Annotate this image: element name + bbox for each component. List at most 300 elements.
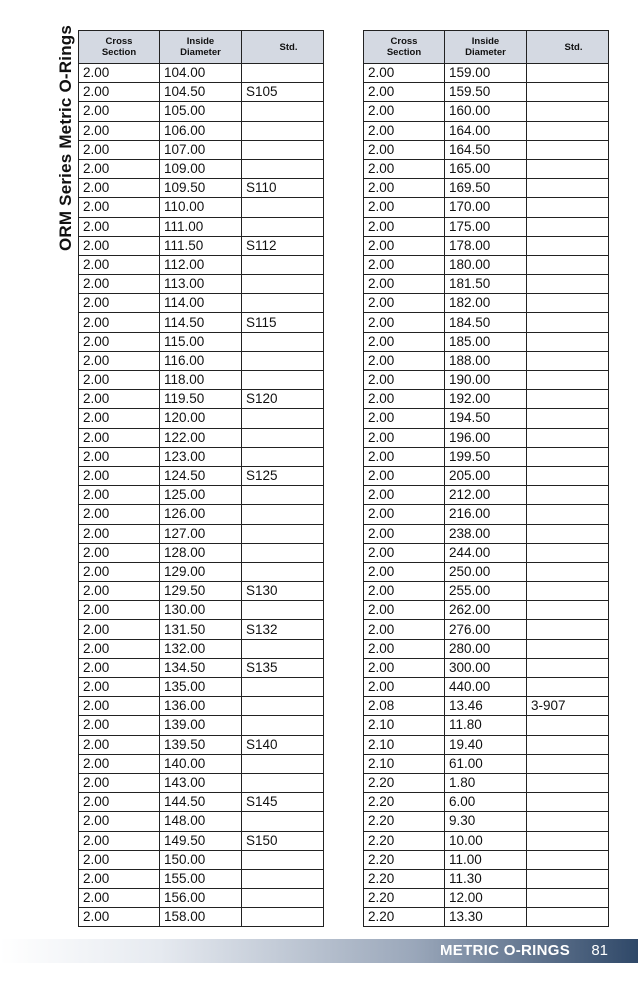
- cross-section-cell: 2.00: [79, 773, 160, 792]
- inside-diameter-cell: 192.00: [445, 390, 527, 409]
- inside-diameter-cell: 113.00: [160, 275, 242, 294]
- cross-section-cell: 2.00: [79, 217, 160, 236]
- table-row: [364, 236, 609, 255]
- std-cell: [527, 831, 609, 850]
- header-inside-diameter: [445, 31, 527, 64]
- std-cell: S140: [242, 735, 324, 754]
- cross-section-cell: 2.00: [79, 620, 160, 639]
- cross-section-cell: 2.00: [79, 294, 160, 313]
- cross-section-cell: 2.00: [79, 83, 160, 102]
- footer-band: [0, 939, 638, 963]
- cross-section-cell: 2.00: [79, 562, 160, 581]
- header-cross-line2: Section: [101, 47, 137, 58]
- cross-section-cell: 2.00: [364, 562, 445, 581]
- table-row: [364, 697, 609, 716]
- cross-section-cell: 2.00: [364, 332, 445, 351]
- inside-diameter-cell: 244.00: [445, 543, 527, 562]
- std-cell: S132: [242, 620, 324, 639]
- table-row: [364, 294, 609, 313]
- std-cell: [242, 754, 324, 773]
- inside-diameter-cell: 10.00: [445, 831, 527, 850]
- std-cell: [242, 140, 324, 159]
- inside-diameter-cell: 110.00: [160, 198, 242, 217]
- std-cell: [527, 390, 609, 409]
- table-row: [364, 562, 609, 581]
- inside-diameter-cell: 182.00: [445, 294, 527, 313]
- table-row: [364, 428, 609, 447]
- cross-section-cell: 2.00: [79, 850, 160, 869]
- cross-section-cell: 2.00: [79, 735, 160, 754]
- cross-section-cell: 2.00: [79, 754, 160, 773]
- cross-section-cell: 2.00: [364, 179, 445, 198]
- table-row: [364, 889, 609, 908]
- inside-diameter-cell: 6.00: [445, 793, 527, 812]
- inside-diameter-cell: 170.00: [445, 198, 527, 217]
- cross-section-cell: 2.00: [364, 582, 445, 601]
- cross-section-cell: 2.00: [79, 313, 160, 332]
- table-row: [79, 198, 324, 217]
- cross-section-cell: 2.00: [79, 601, 160, 620]
- std-cell: S110: [242, 179, 324, 198]
- inside-diameter-cell: 175.00: [445, 217, 527, 236]
- table-row: [79, 275, 324, 294]
- table-row: [364, 543, 609, 562]
- table-row: [79, 754, 324, 773]
- table-row: [79, 294, 324, 313]
- table-row: [79, 102, 324, 121]
- std-cell: [242, 121, 324, 140]
- std-cell: [242, 773, 324, 792]
- std-cell: [242, 601, 324, 620]
- inside-diameter-cell: 194.50: [445, 409, 527, 428]
- table-row: [79, 869, 324, 888]
- cross-section-cell: 2.00: [79, 869, 160, 888]
- inside-diameter-cell: 156.00: [160, 889, 242, 908]
- table-row: [79, 658, 324, 677]
- table-row: [364, 831, 609, 850]
- inside-diameter-cell: 164.00: [445, 121, 527, 140]
- std-cell: [242, 908, 324, 927]
- std-cell: [527, 869, 609, 888]
- table-row: [364, 678, 609, 697]
- table-row: [79, 543, 324, 562]
- cross-section-cell: 2.00: [79, 198, 160, 217]
- inside-diameter-cell: 111.00: [160, 217, 242, 236]
- std-cell: [527, 658, 609, 677]
- cross-section-cell: 2.00: [79, 716, 160, 735]
- table-row: [79, 793, 324, 812]
- table-row: [364, 754, 609, 773]
- table-row: [364, 620, 609, 639]
- cross-section-cell: 2.00: [79, 889, 160, 908]
- std-cell: S150: [242, 831, 324, 850]
- cross-section-cell: 2.00: [364, 275, 445, 294]
- table-row: [364, 850, 609, 869]
- cross-section-cell: 2.00: [364, 217, 445, 236]
- inside-diameter-cell: 118.00: [160, 371, 242, 390]
- table-row: [79, 466, 324, 485]
- std-cell: [527, 351, 609, 370]
- std-cell: [242, 697, 324, 716]
- cross-section-cell: 2.00: [364, 140, 445, 159]
- inside-diameter-cell: 107.00: [160, 140, 242, 159]
- cross-section-cell: 2.20: [364, 850, 445, 869]
- table-row: [364, 140, 609, 159]
- inside-diameter-cell: 124.50: [160, 466, 242, 485]
- header-std: Std.: [242, 31, 324, 64]
- table-row: [364, 275, 609, 294]
- table-row: [364, 447, 609, 466]
- inside-diameter-cell: 106.00: [160, 121, 242, 140]
- table-row: [79, 831, 324, 850]
- table-row: [79, 850, 324, 869]
- table-row: [79, 601, 324, 620]
- cross-section-cell: 2.00: [79, 371, 160, 390]
- inside-diameter-cell: 185.00: [445, 332, 527, 351]
- std-cell: [527, 543, 609, 562]
- std-cell: S135: [242, 658, 324, 677]
- std-cell: [242, 812, 324, 831]
- table-row: [364, 121, 609, 140]
- header-std: Std.: [527, 31, 609, 64]
- inside-diameter-cell: 212.00: [445, 486, 527, 505]
- std-cell: S145: [242, 793, 324, 812]
- o-ring-table-right: [363, 30, 609, 927]
- cross-section-cell: 2.00: [364, 678, 445, 697]
- std-cell: S112: [242, 236, 324, 255]
- inside-diameter-cell: 159.00: [445, 64, 527, 83]
- inside-diameter-cell: 216.00: [445, 505, 527, 524]
- table-row: [79, 332, 324, 351]
- inside-diameter-cell: 129.50: [160, 582, 242, 601]
- table-row: [79, 140, 324, 159]
- std-cell: [527, 678, 609, 697]
- cross-section-cell: 2.00: [79, 639, 160, 658]
- cross-section-cell: 2.20: [364, 869, 445, 888]
- cross-section-cell: 2.00: [79, 486, 160, 505]
- std-cell: [527, 371, 609, 390]
- header-inside-diameter: [160, 31, 242, 64]
- header-cross-line1: Cross: [390, 36, 418, 47]
- cross-section-cell: 2.00: [364, 351, 445, 370]
- cross-section-cell: 2.00: [364, 620, 445, 639]
- table-row: [364, 524, 609, 543]
- inside-diameter-cell: 144.50: [160, 793, 242, 812]
- table-row: [364, 102, 609, 121]
- side-title: ORM Series Metric O-Rings: [56, 24, 75, 252]
- std-cell: [242, 889, 324, 908]
- std-cell: [242, 428, 324, 447]
- table-row: [79, 351, 324, 370]
- std-cell: [527, 639, 609, 658]
- table-row: [364, 409, 609, 428]
- cross-section-cell: 2.00: [364, 524, 445, 543]
- table-row: [79, 121, 324, 140]
- cross-section-cell: 2.00: [364, 658, 445, 677]
- table-row: [364, 601, 609, 620]
- std-cell: [527, 812, 609, 831]
- page-number: 81: [591, 942, 608, 959]
- cross-section-cell: 2.00: [364, 601, 445, 620]
- inside-diameter-cell: 109.50: [160, 179, 242, 198]
- table-row: [364, 390, 609, 409]
- inside-diameter-cell: 122.00: [160, 428, 242, 447]
- std-cell: [527, 754, 609, 773]
- cross-section-cell: 2.00: [364, 466, 445, 485]
- inside-diameter-cell: 12.00: [445, 889, 527, 908]
- std-cell: [527, 255, 609, 274]
- cross-section-cell: 2.00: [79, 466, 160, 485]
- inside-diameter-cell: 119.50: [160, 390, 242, 409]
- cross-section-cell: 2.00: [79, 255, 160, 274]
- inside-diameter-cell: 131.50: [160, 620, 242, 639]
- cross-section-cell: 2.00: [79, 121, 160, 140]
- cross-section-cell: 2.00: [79, 447, 160, 466]
- cross-section-cell: 2.00: [364, 428, 445, 447]
- table-row: [79, 159, 324, 178]
- inside-diameter-cell: 104.00: [160, 64, 242, 83]
- inside-diameter-cell: 262.00: [445, 601, 527, 620]
- std-cell: S115: [242, 313, 324, 332]
- cross-section-cell: 2.00: [364, 486, 445, 505]
- table-row: [364, 735, 609, 754]
- cross-section-cell: 2.00: [79, 275, 160, 294]
- cross-section-cell: 2.00: [364, 121, 445, 140]
- cross-section-cell: 2.10: [364, 716, 445, 735]
- table-row: [364, 198, 609, 217]
- cross-section-cell: 2.00: [79, 390, 160, 409]
- std-cell: [527, 793, 609, 812]
- table-header-row: [364, 31, 609, 64]
- table-row: [79, 678, 324, 697]
- table-row: [79, 179, 324, 198]
- cross-section-cell: 2.00: [364, 236, 445, 255]
- std-cell: [242, 543, 324, 562]
- cross-section-cell: 2.00: [79, 332, 160, 351]
- std-cell: [527, 332, 609, 351]
- table-row: [364, 179, 609, 198]
- cross-section-cell: 2.00: [79, 812, 160, 831]
- inside-diameter-cell: 134.50: [160, 658, 242, 677]
- table-row: [79, 447, 324, 466]
- cross-section-cell: 2.20: [364, 812, 445, 831]
- table-row: [79, 697, 324, 716]
- table-row: [364, 582, 609, 601]
- table-row: [79, 236, 324, 255]
- std-cell: [527, 236, 609, 255]
- inside-diameter-cell: 300.00: [445, 658, 527, 677]
- cross-section-cell: 2.00: [79, 658, 160, 677]
- cross-section-cell: 2.20: [364, 908, 445, 927]
- table-row: [79, 217, 324, 236]
- std-cell: [527, 466, 609, 485]
- table-row: [364, 505, 609, 524]
- inside-diameter-cell: 116.00: [160, 351, 242, 370]
- cross-section-cell: 2.00: [79, 582, 160, 601]
- inside-diameter-cell: 178.00: [445, 236, 527, 255]
- std-cell: [242, 869, 324, 888]
- cross-section-cell: 2.00: [79, 908, 160, 927]
- inside-diameter-cell: 160.00: [445, 102, 527, 121]
- std-cell: [527, 716, 609, 735]
- cross-section-cell: 2.00: [364, 371, 445, 390]
- table-row: [79, 64, 324, 83]
- table-row: [79, 812, 324, 831]
- inside-diameter-cell: 109.00: [160, 159, 242, 178]
- inside-diameter-cell: 114.00: [160, 294, 242, 313]
- table-row: [364, 639, 609, 658]
- table-row: [79, 735, 324, 754]
- table-row: [364, 773, 609, 792]
- std-cell: [242, 255, 324, 274]
- std-cell: [242, 678, 324, 697]
- std-cell: [242, 294, 324, 313]
- cross-section-cell: 2.00: [364, 102, 445, 121]
- table-row: [364, 869, 609, 888]
- std-cell: [527, 409, 609, 428]
- inside-diameter-cell: 132.00: [160, 639, 242, 658]
- table-row: [364, 716, 609, 735]
- std-cell: [527, 850, 609, 869]
- table-header-row: [79, 31, 324, 64]
- inside-diameter-cell: 1.80: [445, 773, 527, 792]
- std-cell: [527, 102, 609, 121]
- table-row: [364, 159, 609, 178]
- inside-diameter-cell: 150.00: [160, 850, 242, 869]
- table-row: [364, 83, 609, 102]
- cross-section-cell: 2.00: [364, 159, 445, 178]
- o-ring-table-left: [78, 30, 324, 927]
- inside-diameter-cell: 190.00: [445, 371, 527, 390]
- inside-diameter-cell: 276.00: [445, 620, 527, 639]
- std-cell: S120: [242, 390, 324, 409]
- inside-diameter-cell: 155.00: [160, 869, 242, 888]
- cross-section-cell: 2.00: [364, 83, 445, 102]
- inside-diameter-cell: 139.50: [160, 735, 242, 754]
- cross-section-cell: 2.20: [364, 793, 445, 812]
- footer-section-label: METRIC O-RINGS: [439, 942, 570, 959]
- std-cell: [527, 140, 609, 159]
- cross-section-cell: 2.00: [79, 179, 160, 198]
- cross-section-cell: 2.00: [79, 102, 160, 121]
- std-cell: [527, 121, 609, 140]
- std-cell: [527, 83, 609, 102]
- table-row: [79, 716, 324, 735]
- cross-section-cell: 2.00: [364, 313, 445, 332]
- header-cross-section: [79, 31, 160, 64]
- std-cell: [242, 64, 324, 83]
- table-row: [79, 908, 324, 927]
- table-row: [364, 371, 609, 390]
- inside-diameter-cell: 169.50: [445, 179, 527, 198]
- table-row: [79, 428, 324, 447]
- std-cell: [242, 159, 324, 178]
- inside-diameter-cell: 250.00: [445, 562, 527, 581]
- std-cell: [527, 428, 609, 447]
- std-cell: [242, 716, 324, 735]
- inside-diameter-cell: 158.00: [160, 908, 242, 927]
- inside-diameter-cell: 13.30: [445, 908, 527, 927]
- inside-diameter-cell: 196.00: [445, 428, 527, 447]
- std-cell: [242, 198, 324, 217]
- std-cell: [527, 294, 609, 313]
- cross-section-cell: 2.00: [79, 159, 160, 178]
- cross-section-cell: 2.00: [364, 447, 445, 466]
- table-row: [79, 773, 324, 792]
- std-cell: [242, 486, 324, 505]
- header-cross-section: [364, 31, 445, 64]
- table-row: [364, 908, 609, 927]
- cross-section-cell: 2.00: [364, 543, 445, 562]
- std-cell: [242, 102, 324, 121]
- std-cell: [527, 908, 609, 927]
- table-row: [79, 371, 324, 390]
- std-cell: [527, 620, 609, 639]
- cross-section-cell: 2.00: [364, 409, 445, 428]
- cross-section-cell: 2.00: [364, 639, 445, 658]
- inside-diameter-cell: 199.50: [445, 447, 527, 466]
- table-row: [79, 83, 324, 102]
- header-cross-line2: Section: [386, 47, 422, 58]
- inside-diameter-cell: 135.00: [160, 678, 242, 697]
- cross-section-cell: 2.00: [364, 198, 445, 217]
- header-inside-line1: Inside: [186, 36, 215, 47]
- std-cell: 3-907: [527, 697, 609, 716]
- std-cell: [242, 371, 324, 390]
- inside-diameter-cell: 9.30: [445, 812, 527, 831]
- inside-diameter-cell: 165.00: [445, 159, 527, 178]
- std-cell: [242, 562, 324, 581]
- std-cell: [242, 850, 324, 869]
- table-row: [79, 524, 324, 543]
- inside-diameter-cell: 280.00: [445, 639, 527, 658]
- inside-diameter-cell: 159.50: [445, 83, 527, 102]
- inside-diameter-cell: 11.00: [445, 850, 527, 869]
- inside-diameter-cell: 139.00: [160, 716, 242, 735]
- inside-diameter-cell: 120.00: [160, 409, 242, 428]
- cross-section-cell: 2.00: [79, 831, 160, 850]
- cross-section-cell: 2.00: [364, 294, 445, 313]
- inside-diameter-cell: 105.00: [160, 102, 242, 121]
- inside-diameter-cell: 205.00: [445, 466, 527, 485]
- cross-section-cell: 2.00: [79, 236, 160, 255]
- table-row: [364, 793, 609, 812]
- cross-section-cell: 2.20: [364, 889, 445, 908]
- std-cell: S105: [242, 83, 324, 102]
- cross-section-cell: 2.20: [364, 773, 445, 792]
- std-cell: [527, 735, 609, 754]
- std-cell: [527, 601, 609, 620]
- std-cell: [527, 179, 609, 198]
- cross-section-cell: 2.00: [79, 351, 160, 370]
- cross-section-cell: 2.00: [364, 505, 445, 524]
- inside-diameter-cell: 126.00: [160, 505, 242, 524]
- inside-diameter-cell: 129.00: [160, 562, 242, 581]
- cross-section-cell: 2.00: [79, 678, 160, 697]
- std-cell: [527, 486, 609, 505]
- header-inside-line2: Diameter: [180, 47, 221, 58]
- table-row: [79, 255, 324, 274]
- std-cell: [242, 217, 324, 236]
- header-inside-line1: Inside: [471, 36, 500, 47]
- table-row: [364, 332, 609, 351]
- std-cell: [527, 524, 609, 543]
- cross-section-cell: 2.00: [79, 140, 160, 159]
- cross-section-cell: 2.00: [79, 505, 160, 524]
- std-cell: [527, 217, 609, 236]
- std-cell: [527, 447, 609, 466]
- cross-section-cell: 2.00: [79, 64, 160, 83]
